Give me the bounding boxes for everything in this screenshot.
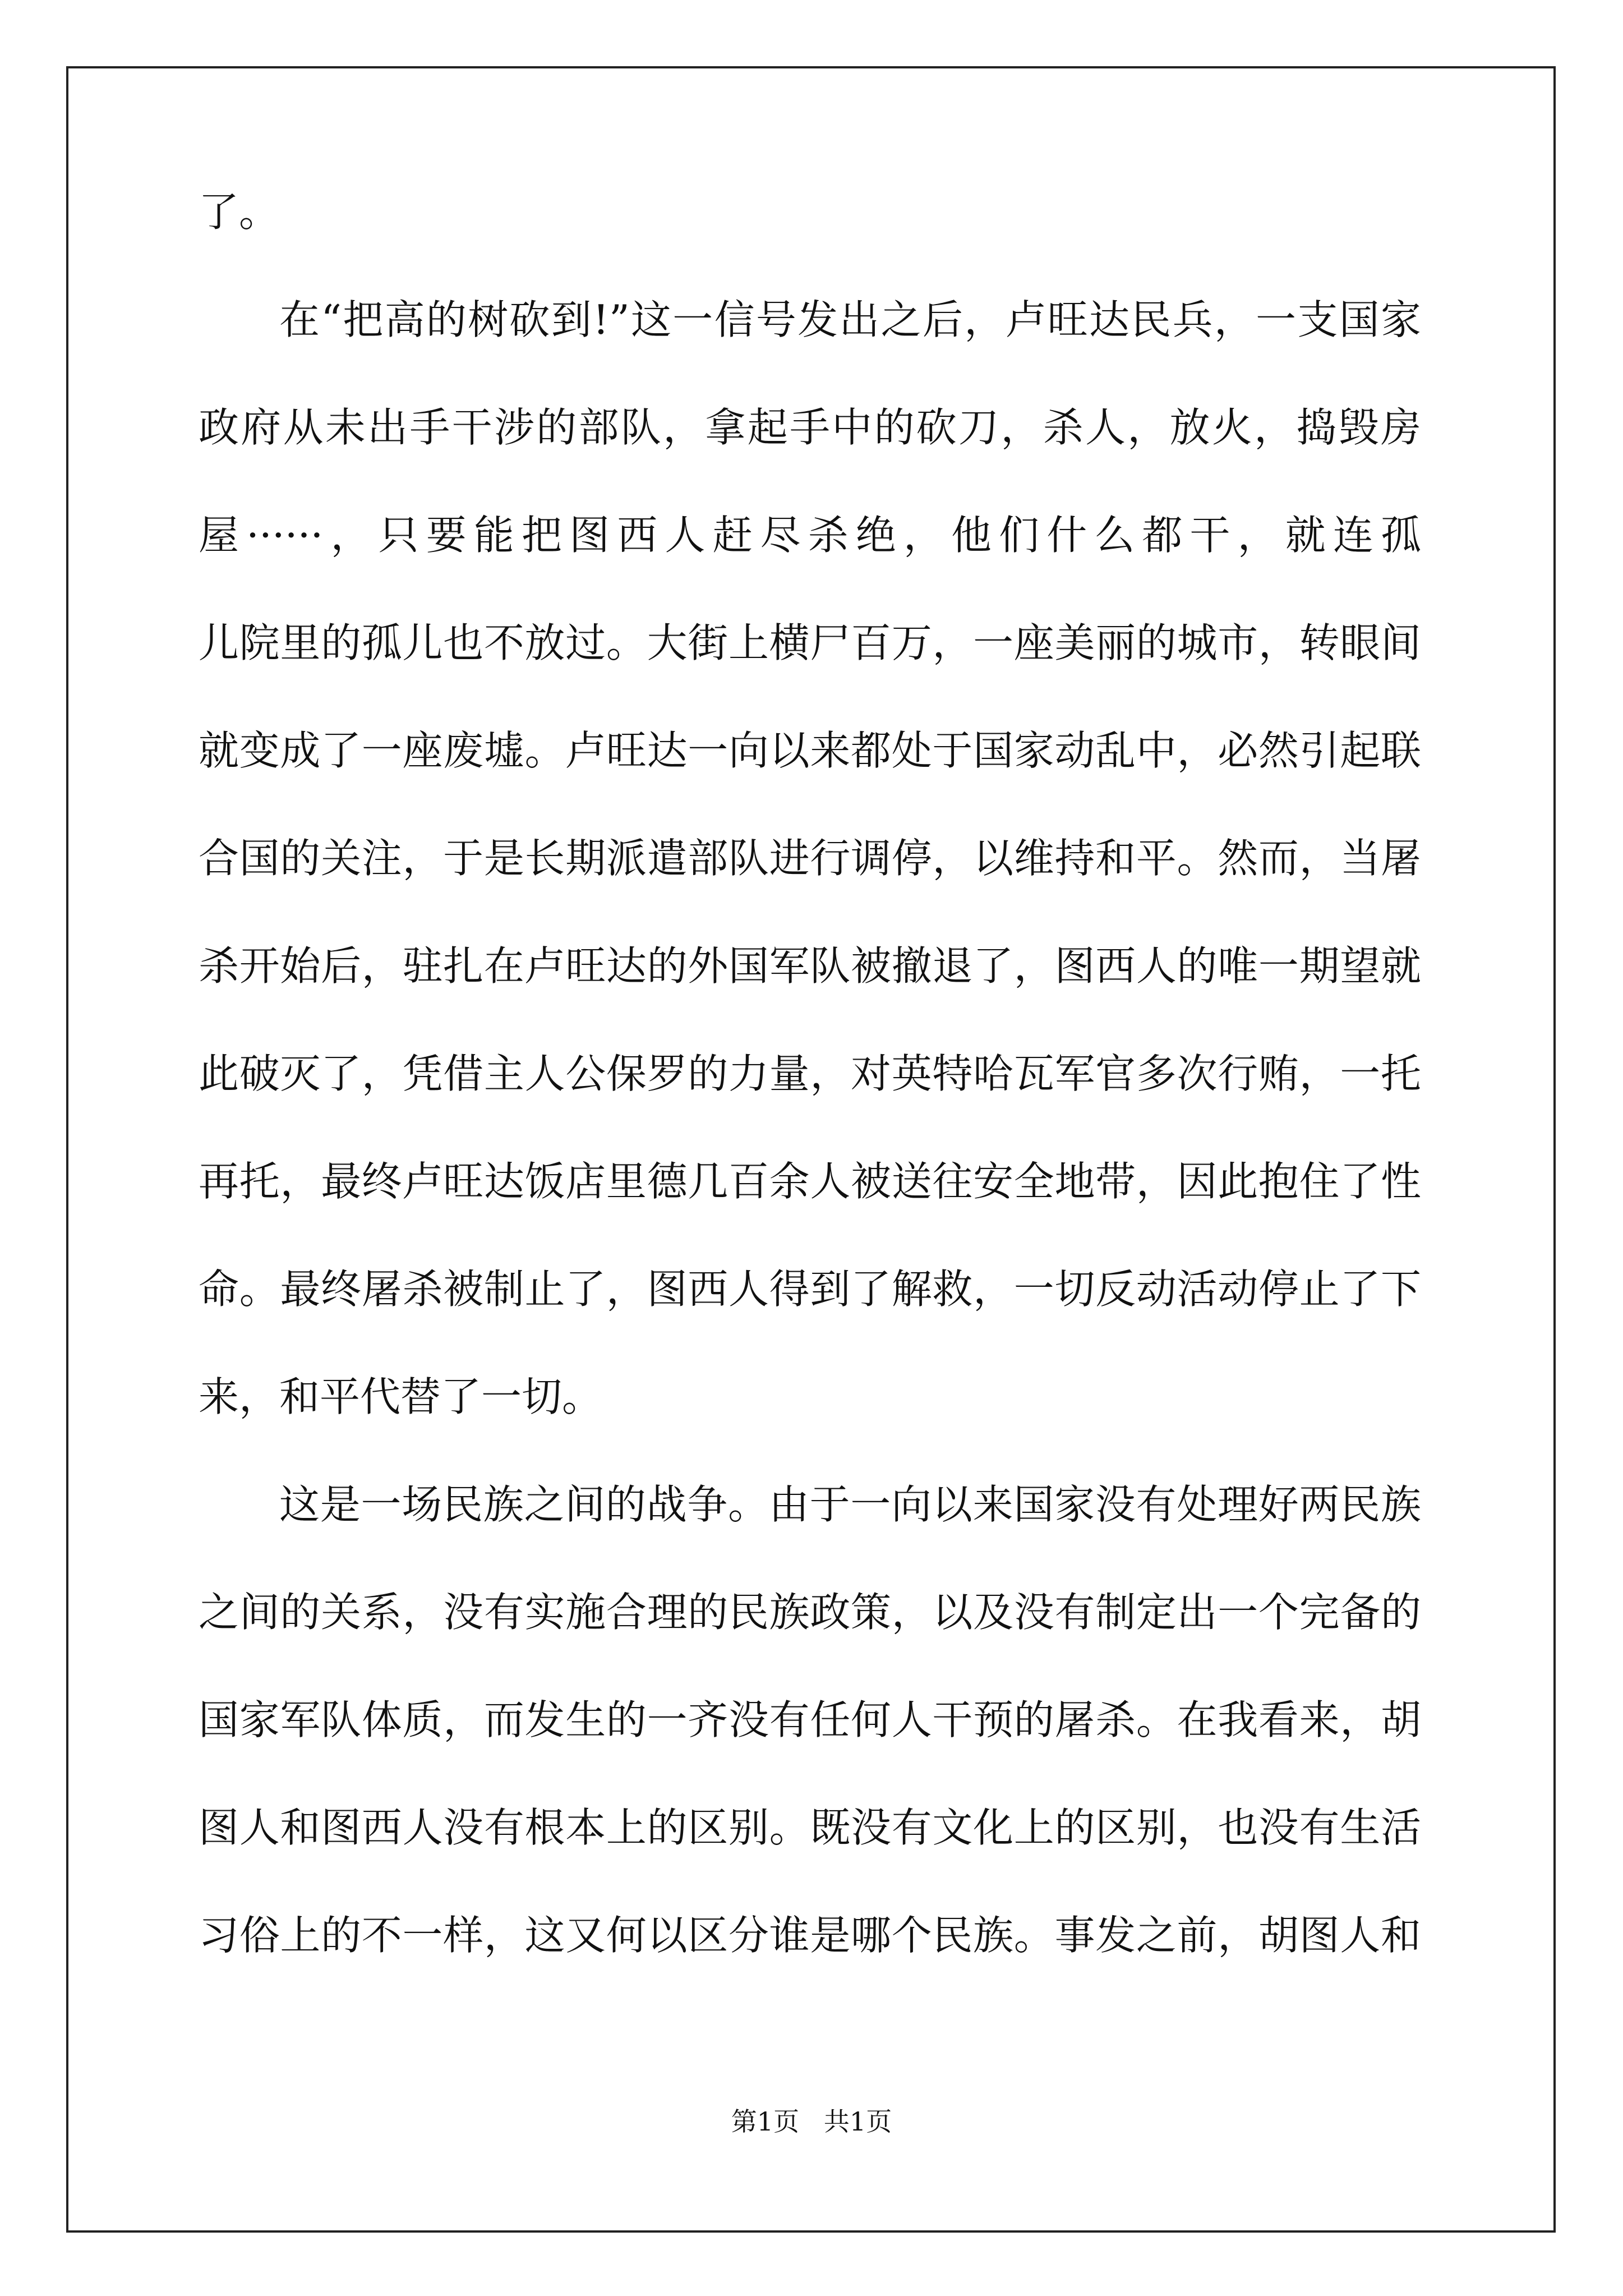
text-line: 再托，最终卢旺达饭店里德几百余人被送往安全地带，因此抱住了性	[199, 1158, 1421, 1205]
text-line: 在“把高的树砍到!”这一信号发出之后，卢旺达民兵，一支国家	[279, 296, 1421, 343]
text-line: 习俗上的不一样，这又何以区分谁是哪个民族。事发之前，胡图人和	[199, 1912, 1421, 1959]
text-line: 政府从未出手干涉的部队，拿起手中的砍刀，杀人，放火，捣毁房	[199, 404, 1421, 451]
page-footer: 第1页 共1页	[731, 2106, 892, 2137]
text-line: 来，和平代替了一切。	[199, 1373, 603, 1420]
text-line: 之间的关系，没有实施合理的民族政策，以及没有制定出一个完备的	[199, 1589, 1421, 1636]
text-line: 杀开始后，驻扎在卢旺达的外国军队被撤退了，图西人的唯一期望就	[199, 942, 1421, 990]
text-line: 了。	[199, 188, 280, 236]
text-line: 国家军队体质，而发生的一齐没有任何人干预的屠杀。在我看来，胡	[199, 1696, 1421, 1743]
text-line: 儿院里的孤儿也不放过。大街上横尸百万，一座美丽的城市，转眼间	[199, 619, 1421, 666]
page-border	[66, 66, 1556, 2233]
text-line: 屋······，只要能把图西人赶尽杀绝，他们什么都干，就连孤	[199, 512, 1421, 559]
text-line: 此破灭了，凭借主人公保罗的力量，对英特哈瓦军官多次行贿，一托	[199, 1050, 1421, 1097]
text-line: 这是一场民族之间的战争。由于一向以来国家没有处理好两民族	[279, 1481, 1421, 1528]
text-line: 图人和图西人没有根本上的区别。既没有文化上的区别，也没有生活	[199, 1804, 1421, 1851]
text-line: 命。最终屠杀被制止了，图西人得到了解救，一切反动活动停止了下	[199, 1266, 1421, 1313]
text-line: 就变成了一座废墟。卢旺达一向以来都处于国家动乱中，必然引起联	[199, 727, 1421, 774]
text-line: 合国的关注，于是长期派遣部队进行调停，以维持和平。然而，当屠	[199, 835, 1421, 882]
